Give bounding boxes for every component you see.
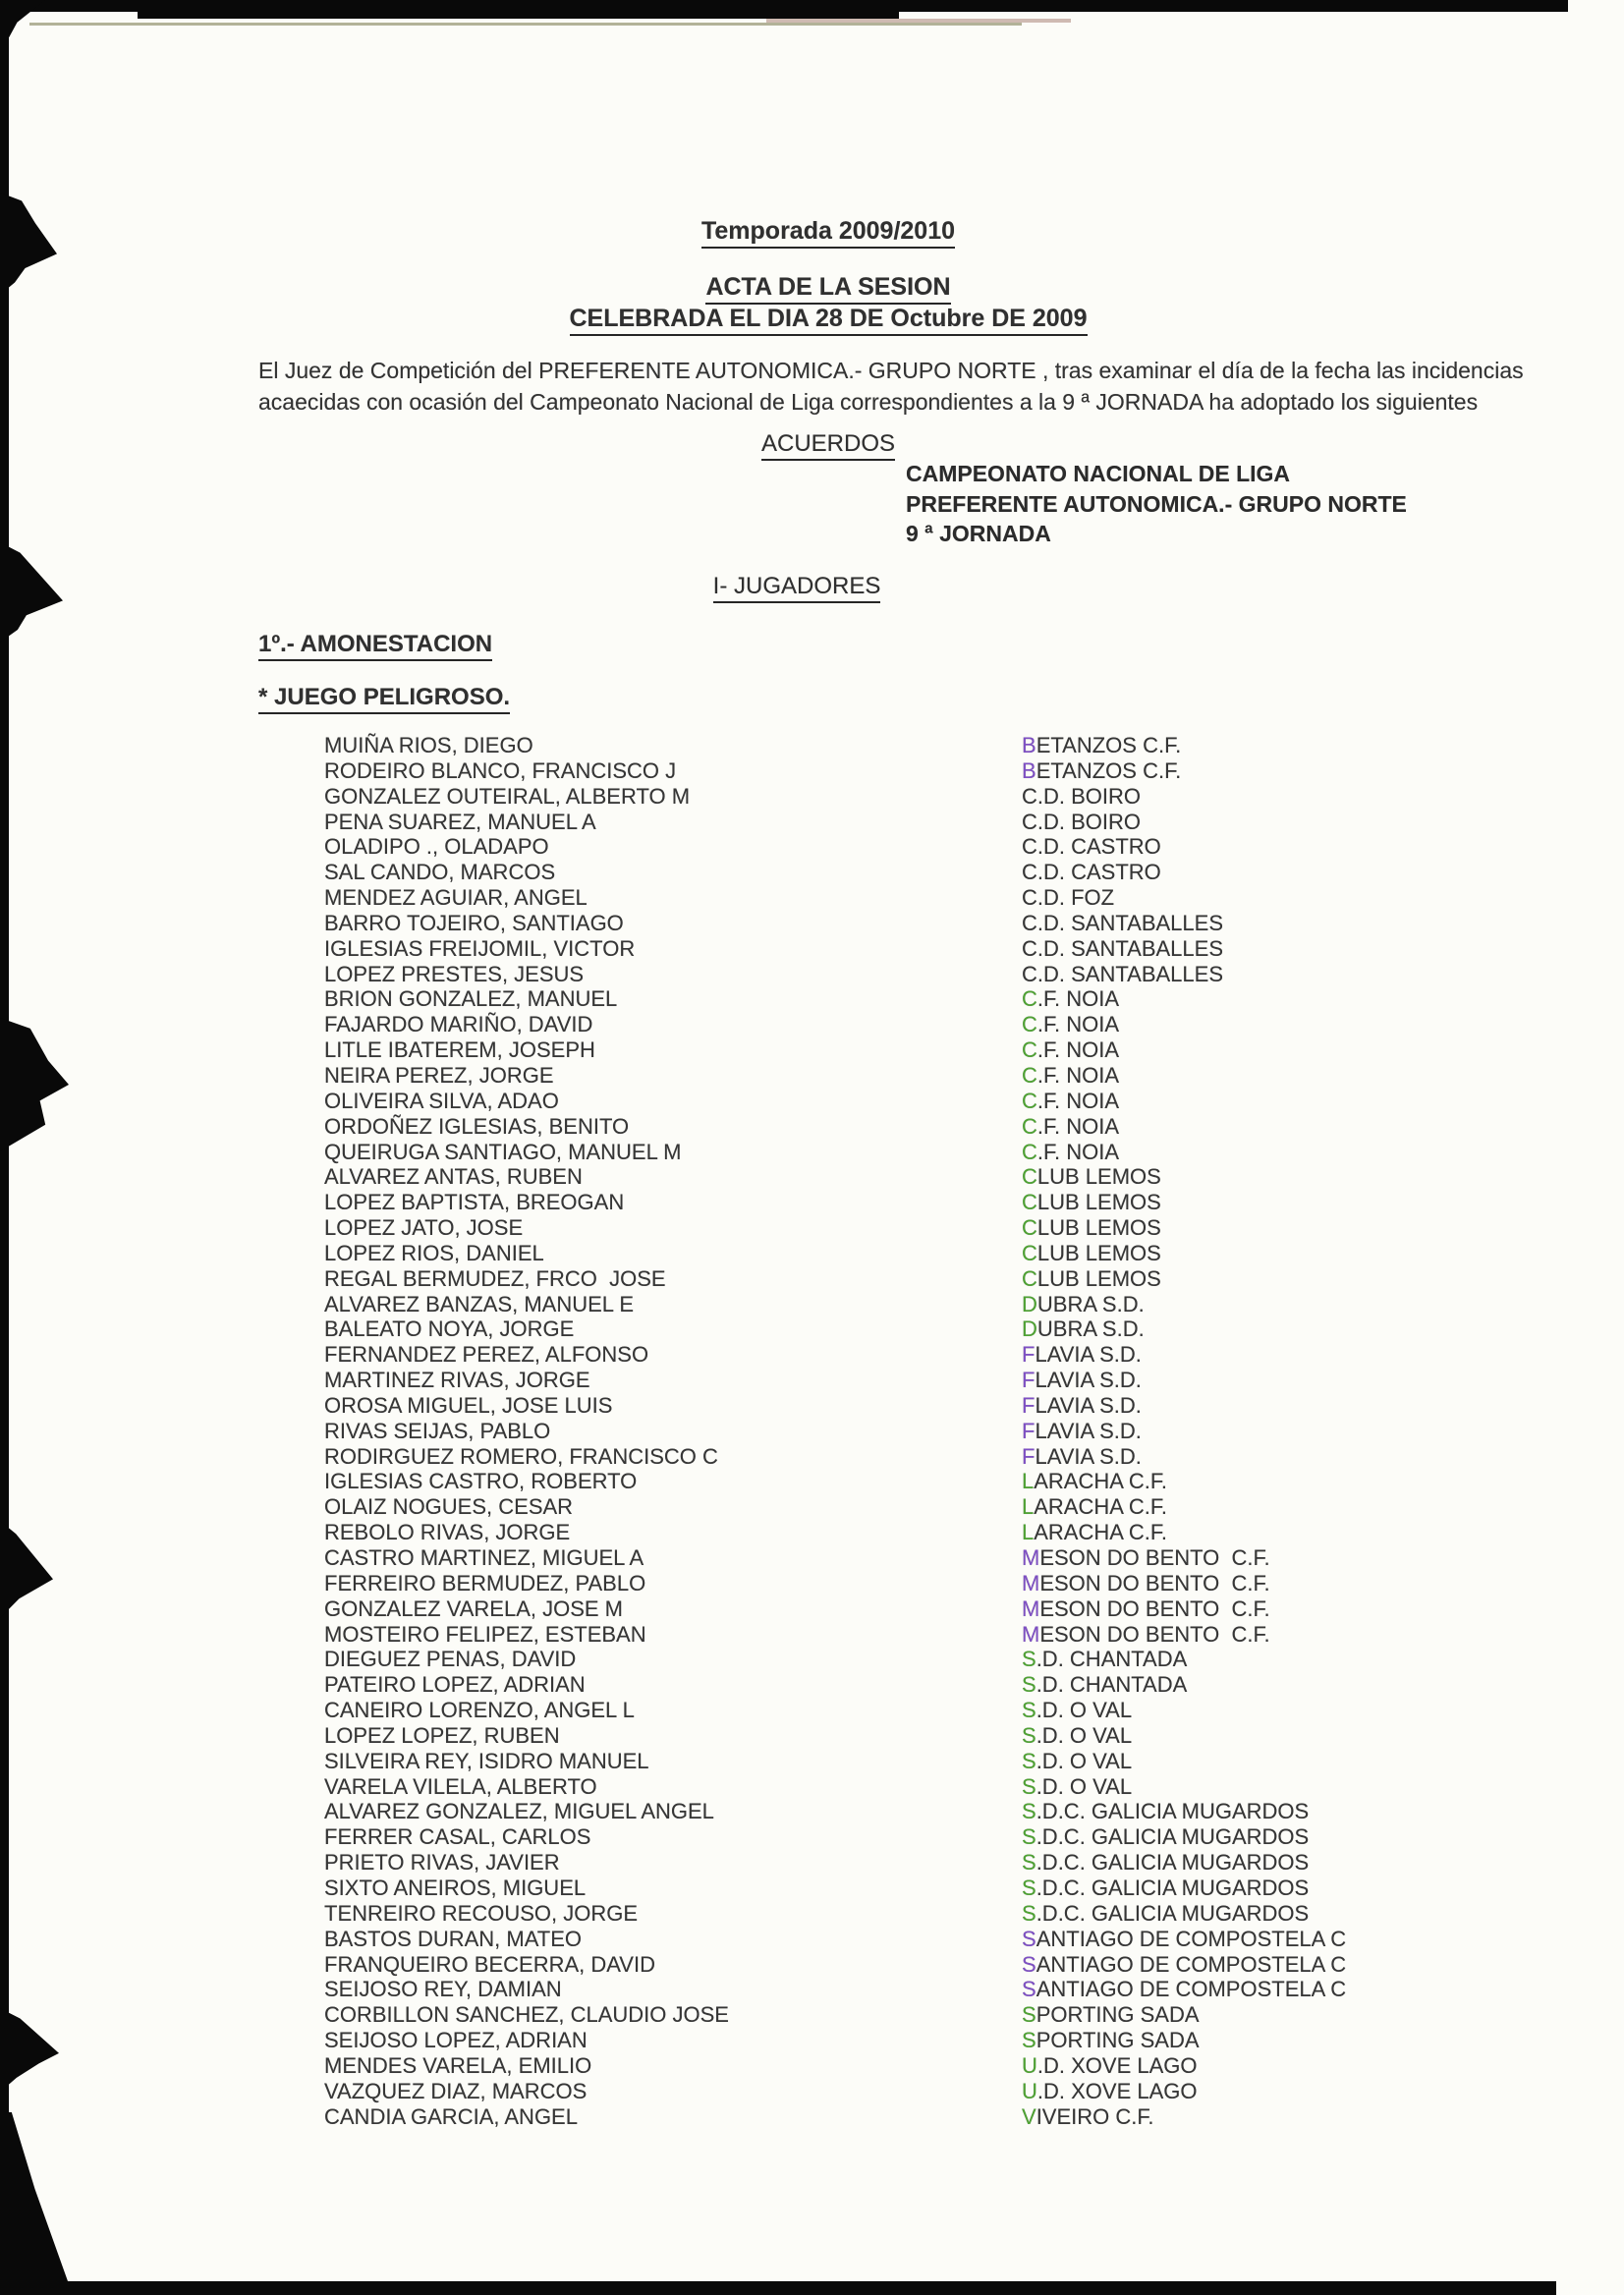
- club-name: C.D. SANTABALLES: [1022, 935, 1223, 961]
- roster-row: [0, 1545, 1624, 1571]
- club-initial-tinted: S: [1022, 2002, 1036, 2028]
- roster-row: [0, 911, 1624, 936]
- player-name: VARELA VILELA, ALBERTO: [324, 1773, 597, 1799]
- player-name: OLIVEIRA SILVA, ADAO: [324, 1088, 559, 1113]
- roster-row: [0, 1292, 1624, 1317]
- club-initial-tinted: C: [1022, 1215, 1037, 1241]
- roster-row: [0, 1215, 1624, 1241]
- player-name: GONZALEZ VARELA, JOSE M: [324, 1595, 623, 1621]
- club-initial-tinted: B: [1022, 757, 1036, 783]
- club-name: SPORTING SADA: [1022, 2002, 1200, 2028]
- player-name: RIVAS SEIJAS, PABLO: [324, 1418, 551, 1443]
- roster-row: [0, 1927, 1624, 1952]
- player-name: SEIJOSO REY, DAMIAN: [324, 1977, 562, 2002]
- player-name: REGAL BERMUDEZ, FRCO JOSE: [324, 1265, 666, 1291]
- club-name: DUBRA S.D.: [1022, 1316, 1145, 1342]
- player-name: DIEGUEZ PENAS, DAVID: [324, 1647, 577, 1672]
- roster-row: [0, 1241, 1624, 1266]
- agreements-heading: ACUERDOS: [761, 431, 895, 461]
- club-initial-tinted: S: [1022, 1951, 1036, 1977]
- roster-row: [0, 1316, 1624, 1342]
- player-name: SIXTO ANEIROS, MIGUEL: [324, 1875, 587, 1900]
- scan-artifact-red-smudge: [766, 19, 1071, 23]
- roster-row: [0, 2002, 1624, 2028]
- roster-row: [0, 1952, 1624, 1978]
- club-initial-tinted: M: [1022, 1545, 1040, 1570]
- player-name: BARRO TOJEIRO, SANTIAGO: [324, 910, 624, 935]
- season-title: Temporada 2009/2010: [701, 218, 955, 249]
- scan-artifact-bottom-left-triangle: [0, 2112, 73, 2295]
- club-initial-tinted: S: [1022, 1698, 1036, 1723]
- club-name: LARACHA C.F.: [1022, 1520, 1167, 1545]
- club-initial-tinted: V: [1022, 2103, 1036, 2129]
- roster-row: [0, 1824, 1624, 1850]
- club-name: DUBRA S.D.: [1022, 1291, 1145, 1316]
- scan-artifact-olive-line: [29, 23, 1022, 26]
- agreements-heading-line: [35, 431, 1621, 461]
- club-name: C.F. NOIA: [1022, 986, 1120, 1012]
- player-name: QUEIRUGA SANTIAGO, MANUEL M: [324, 1139, 682, 1164]
- roster-row: [0, 1393, 1624, 1419]
- competition-line-3: 9 ª JORNADA: [906, 521, 1051, 546]
- roster-row: [0, 1494, 1624, 1520]
- club-initial-tinted: S: [1022, 1672, 1036, 1698]
- player-name: MUIÑA RIOS, DIEGO: [324, 733, 533, 757]
- intro-paragraph-line-2: acaecidas con ocasión del Campeonato Nacional de Liga correspondientes a la 9 ª JORNADA ha adoptado los siguientes: [258, 389, 1479, 415]
- club-name: C.D. SANTABALLES: [1022, 961, 1223, 986]
- player-name: VAZQUEZ DIAZ, MARCOS: [324, 2078, 588, 2103]
- roster-row: [0, 1012, 1624, 1037]
- club-name: S.D. O VAL: [1022, 1748, 1133, 1773]
- club-initial-tinted: C: [1022, 1139, 1037, 1164]
- player-name: OROSA MIGUEL, JOSE LUIS: [324, 1392, 613, 1418]
- club-initial-tinted: C: [1022, 1190, 1037, 1215]
- club-initial-tinted: S: [1022, 1773, 1036, 1799]
- club-name: C.F. NOIA: [1022, 1037, 1120, 1063]
- club-name: S.D.C. GALICIA MUGARDOS: [1022, 1824, 1310, 1850]
- club-name: C.D. CASTRO: [1022, 860, 1161, 885]
- scan-artifact-top-bar-thick: [138, 0, 899, 19]
- roster-row: [0, 962, 1624, 987]
- club-initial-tinted: F: [1022, 1443, 1036, 1469]
- club-initial-tinted: C: [1022, 986, 1037, 1012]
- club-initial-tinted: S: [1022, 2028, 1036, 2053]
- roster-row: [0, 1266, 1624, 1292]
- club-initial-tinted: D: [1022, 1291, 1037, 1316]
- roster-row: [0, 1749, 1624, 1774]
- scan-artifact-bottom-bar: [22, 2281, 1556, 2295]
- club-name: MESON DO BENTO C.F.: [1022, 1595, 1270, 1621]
- roster-row: [0, 1723, 1624, 1749]
- player-name: PATEIRO LOPEZ, ADRIAN: [324, 1672, 586, 1698]
- player-name: ORDOÑEZ IGLESIAS, BENITO: [324, 1113, 630, 1139]
- roster-row: [0, 834, 1624, 860]
- player-name: MENDEZ AGUIAR, ANGEL: [324, 885, 588, 911]
- player-name: OLAIZ NOGUES, CESAR: [324, 1494, 574, 1520]
- player-name: CORBILLON SANCHEZ, CLAUDIO JOSE: [324, 2002, 729, 2028]
- session-title-line-2: [35, 306, 1621, 336]
- club-name: MESON DO BENTO C.F.: [1022, 1621, 1270, 1647]
- club-name: MESON DO BENTO C.F.: [1022, 1545, 1270, 1570]
- club-name: FLAVIA S.D.: [1022, 1443, 1142, 1469]
- player-name: SILVEIRA REY, ISIDRO MANUEL: [324, 1748, 649, 1773]
- club-name: FLAVIA S.D.: [1022, 1418, 1142, 1443]
- player-name: RODEIRO BLANCO, FRANCISCO J: [324, 757, 677, 783]
- roster-row: [0, 986, 1624, 1012]
- session-title-line-1: [35, 274, 1621, 305]
- player-name: TENREIRO RECOUSO, JORGE: [324, 1900, 639, 1926]
- player-name: FERRER CASAL, CARLOS: [324, 1824, 591, 1850]
- club-name: SANTIAGO DE COMPOSTELA C: [1022, 1926, 1347, 1951]
- roster-row: [0, 1901, 1624, 1927]
- roster-row: [0, 860, 1624, 885]
- club-name: VIVEIRO C.F.: [1022, 2103, 1154, 2129]
- roster-row: [0, 1469, 1624, 1494]
- club-name: C.D. BOIRO: [1022, 809, 1142, 834]
- roster-row: [0, 936, 1624, 962]
- roster: [0, 733, 1624, 2129]
- player-name: CASTRO MARTINEZ, MIGUEL A: [324, 1545, 644, 1570]
- club-name: FLAVIA S.D.: [1022, 1342, 1142, 1368]
- player-name: OLADIPO ., OLADAPO: [324, 834, 549, 860]
- club-initial-tinted: F: [1022, 1368, 1036, 1393]
- club-initial-tinted: S: [1022, 1647, 1036, 1672]
- player-name: CANEIRO LORENZO, ANGEL L: [324, 1698, 635, 1723]
- club-initial-tinted: S: [1022, 1900, 1036, 1926]
- club-name: C.F. NOIA: [1022, 1062, 1120, 1088]
- player-name: MENDES VARELA, EMILIO: [324, 2052, 592, 2078]
- club-initial-tinted: C: [1022, 1113, 1037, 1139]
- club-initial-tinted: S: [1022, 1875, 1036, 1900]
- club-initial-tinted: C: [1022, 1265, 1037, 1291]
- club-initial-tinted: D: [1022, 1316, 1037, 1342]
- club-name: S.D. CHANTADA: [1022, 1672, 1188, 1698]
- roster-row: [0, 1342, 1624, 1368]
- club-name: S.D.C. GALICIA MUGARDOS: [1022, 1850, 1310, 1875]
- roster-row: [0, 1164, 1624, 1190]
- roster-row: [0, 810, 1624, 835]
- player-name: SEIJOSO LOPEZ, ADRIAN: [324, 2028, 588, 2053]
- player-name: FAJARDO MARIÑO, DAVID: [324, 1012, 593, 1037]
- player-name: BALEATO NOYA, JORGE: [324, 1316, 575, 1342]
- club-name: C.F. NOIA: [1022, 1088, 1120, 1113]
- club-name: C.F. NOIA: [1022, 1139, 1120, 1164]
- player-name: ALVAREZ ANTAS, RUBEN: [324, 1164, 583, 1190]
- club-initial-tinted: F: [1022, 1342, 1036, 1368]
- player-name: FRANQUEIRO BECERRA, DAVID: [324, 1951, 655, 1977]
- club-initial-tinted: C: [1022, 1062, 1037, 1088]
- club-name: S.D. CHANTADA: [1022, 1647, 1188, 1672]
- club-name: S.D. O VAL: [1022, 1773, 1133, 1799]
- player-name: MOSTEIRO FELIPEZ, ESTEBAN: [324, 1621, 646, 1647]
- roster-row: [0, 2053, 1624, 2079]
- player-name: FERREIRO BERMUDEZ, PABLO: [324, 1570, 646, 1595]
- player-name: IGLESIAS FREIJOMIL, VICTOR: [324, 935, 636, 961]
- roster-row: [0, 1774, 1624, 1800]
- club-initial-tinted: L: [1022, 1494, 1035, 1520]
- club-initial-tinted: C: [1022, 1164, 1037, 1190]
- club-name: CLUB LEMOS: [1022, 1240, 1161, 1265]
- sanction-heading-line: [258, 632, 492, 661]
- club-name: C.F. NOIA: [1022, 1113, 1120, 1139]
- club-name: BETANZOS C.F.: [1022, 757, 1182, 783]
- club-initial-tinted: S: [1022, 1799, 1036, 1824]
- club-name: CLUB LEMOS: [1022, 1164, 1161, 1190]
- roster-row: [0, 1850, 1624, 1875]
- club-name: BETANZOS C.F.: [1022, 733, 1182, 757]
- club-initial-tinted: U: [1022, 2052, 1037, 2078]
- player-name: LOPEZ BAPTISTA, BREOGAN: [324, 1190, 625, 1215]
- club-name: FLAVIA S.D.: [1022, 1368, 1142, 1393]
- roster-row: [0, 1140, 1624, 1165]
- club-initial-tinted: L: [1022, 1469, 1035, 1494]
- player-name: PENA SUAREZ, MANUEL A: [324, 809, 596, 834]
- roster-row: [0, 784, 1624, 810]
- player-name: RODIRGUEZ ROMERO, FRANCISCO C: [324, 1443, 718, 1469]
- roster-row: [0, 1444, 1624, 1470]
- player-name: REBOLO RIVAS, JORGE: [324, 1520, 571, 1545]
- player-name: CANDIA GARCIA, ANGEL: [324, 2103, 578, 2129]
- offense-heading: * JUEGO PELIGROSO.: [258, 685, 510, 714]
- club-initial-tinted: M: [1022, 1621, 1040, 1647]
- club-name: C.D. FOZ: [1022, 885, 1115, 911]
- session-title: ACTA DE LA SESION: [705, 274, 950, 305]
- player-name: ALVAREZ GONZALEZ, MIGUEL ANGEL: [324, 1799, 714, 1824]
- club-initial-tinted: F: [1022, 1392, 1036, 1418]
- sanction-heading: 1º.- AMONESTACION: [258, 632, 492, 661]
- competition-line-2: PREFERENTE AUTONOMICA.- GRUPO NORTE: [906, 490, 1407, 517]
- roster-row: [0, 1089, 1624, 1114]
- roster-row: [0, 1520, 1624, 1545]
- club-initial-tinted: M: [1022, 1570, 1040, 1595]
- season-title-line: [35, 218, 1621, 249]
- roster-row: [0, 1190, 1624, 1215]
- player-name: PRIETO RIVAS, JAVIER: [324, 1850, 560, 1875]
- club-name: U.D. XOVE LAGO: [1022, 2052, 1198, 2078]
- player-name: LOPEZ JATO, JOSE: [324, 1215, 524, 1241]
- competition-line-1: CAMPEONATO NACIONAL DE LIGA: [906, 461, 1291, 486]
- player-name: LITLE IBATEREM, JOSEPH: [324, 1037, 595, 1063]
- club-name: C.F. NOIA: [1022, 1012, 1120, 1037]
- club-initial-tinted: L: [1022, 1520, 1035, 1545]
- club-name: FLAVIA S.D.: [1022, 1392, 1142, 1418]
- player-name: LOPEZ RIOS, DANIEL: [324, 1240, 544, 1265]
- club-name: C.D. SANTABALLES: [1022, 910, 1223, 935]
- club-name: SPORTING SADA: [1022, 2028, 1200, 2053]
- player-name: LOPEZ LOPEZ, RUBEN: [324, 1722, 560, 1748]
- club-initial-tinted: C: [1022, 1088, 1037, 1113]
- players-heading: I- JUGADORES: [713, 574, 881, 603]
- club-initial-tinted: B: [1022, 733, 1036, 757]
- session-date: CELEBRADA EL DIA 28 DE Octubre DE 2009: [570, 306, 1088, 336]
- player-name: ALVAREZ BANZAS, MANUEL E: [324, 1291, 635, 1316]
- roster-row: [0, 1063, 1624, 1089]
- club-name: C.D. CASTRO: [1022, 834, 1161, 860]
- club-name: CLUB LEMOS: [1022, 1190, 1161, 1215]
- club-name: CLUB LEMOS: [1022, 1265, 1161, 1291]
- club-name: S.D.C. GALICIA MUGARDOS: [1022, 1875, 1310, 1900]
- player-name: BASTOS DURAN, MATEO: [324, 1926, 583, 1951]
- club-initial-tinted: S: [1022, 1748, 1036, 1773]
- player-name: GONZALEZ OUTEIRAL, ALBERTO M: [324, 783, 691, 809]
- club-initial-tinted: S: [1022, 1926, 1036, 1951]
- player-name: NEIRA PEREZ, JORGE: [324, 1062, 554, 1088]
- club-name: C.D. BOIRO: [1022, 783, 1142, 809]
- offense-heading-line: [258, 685, 510, 714]
- player-name: BRION GONZALEZ, MANUEL: [324, 986, 618, 1012]
- roster-row: [0, 758, 1624, 784]
- club-initial-tinted: U: [1022, 2078, 1037, 2103]
- club-initial-tinted: S: [1022, 1722, 1036, 1748]
- roster-row: [0, 1037, 1624, 1063]
- club-name: LARACHA C.F.: [1022, 1494, 1167, 1520]
- players-heading-line: [0, 574, 1594, 603]
- player-name: MARTINEZ RIVAS, JORGE: [324, 1368, 590, 1393]
- roster-row: [0, 1596, 1624, 1622]
- club-initial-tinted: F: [1022, 1418, 1036, 1443]
- roster-row: [0, 1875, 1624, 1901]
- roster-row: [0, 2028, 1624, 2053]
- roster-row: [0, 2104, 1624, 2130]
- club-name: U.D. XOVE LAGO: [1022, 2078, 1198, 2103]
- club-name: SANTIAGO DE COMPOSTELA C: [1022, 1977, 1347, 2002]
- roster-row: [0, 1698, 1624, 1723]
- club-initial-tinted: C: [1022, 1240, 1037, 1265]
- roster-row: [0, 1571, 1624, 1596]
- club-initial-tinted: C: [1022, 1037, 1037, 1063]
- player-name: LOPEZ PRESTES, JESUS: [324, 961, 585, 986]
- club-initial-tinted: M: [1022, 1595, 1040, 1621]
- club-name: S.D.C. GALICIA MUGARDOS: [1022, 1900, 1310, 1926]
- roster-row: [0, 1977, 1624, 2002]
- player-name: SAL CANDO, MARCOS: [324, 860, 556, 885]
- roster-row: [0, 1368, 1624, 1393]
- roster-row: [0, 1799, 1624, 1824]
- club-name: MESON DO BENTO C.F.: [1022, 1570, 1270, 1595]
- roster-row: [0, 733, 1624, 758]
- roster-row: [0, 1622, 1624, 1648]
- club-initial-tinted: C: [1022, 1012, 1037, 1037]
- club-name: S.D. O VAL: [1022, 1698, 1133, 1723]
- club-name: SANTIAGO DE COMPOSTELA C: [1022, 1951, 1347, 1977]
- roster-row: [0, 1114, 1624, 1140]
- club-initial-tinted: S: [1022, 1824, 1036, 1850]
- roster-row: [0, 1647, 1624, 1672]
- club-name: S.D.C. GALICIA MUGARDOS: [1022, 1799, 1310, 1824]
- club-name: S.D. O VAL: [1022, 1722, 1133, 1748]
- player-name: IGLESIAS CASTRO, ROBERTO: [324, 1469, 638, 1494]
- roster-row: [0, 2079, 1624, 2104]
- roster-row: [0, 885, 1624, 911]
- competition-block: [906, 459, 1407, 549]
- roster-row: [0, 1672, 1624, 1698]
- roster-row: [0, 1419, 1624, 1444]
- club-name: LARACHA C.F.: [1022, 1469, 1167, 1494]
- club-initial-tinted: S: [1022, 1850, 1036, 1875]
- club-name: CLUB LEMOS: [1022, 1215, 1161, 1241]
- club-initial-tinted: S: [1022, 1977, 1036, 2002]
- intro-paragraph-line-1: El Juez de Competición del PREFERENTE AUTONOMICA.- GRUPO NORTE , tras examinar el día de la fecha las incidencias: [258, 358, 1524, 383]
- player-name: FERNANDEZ PEREZ, ALFONSO: [324, 1342, 649, 1368]
